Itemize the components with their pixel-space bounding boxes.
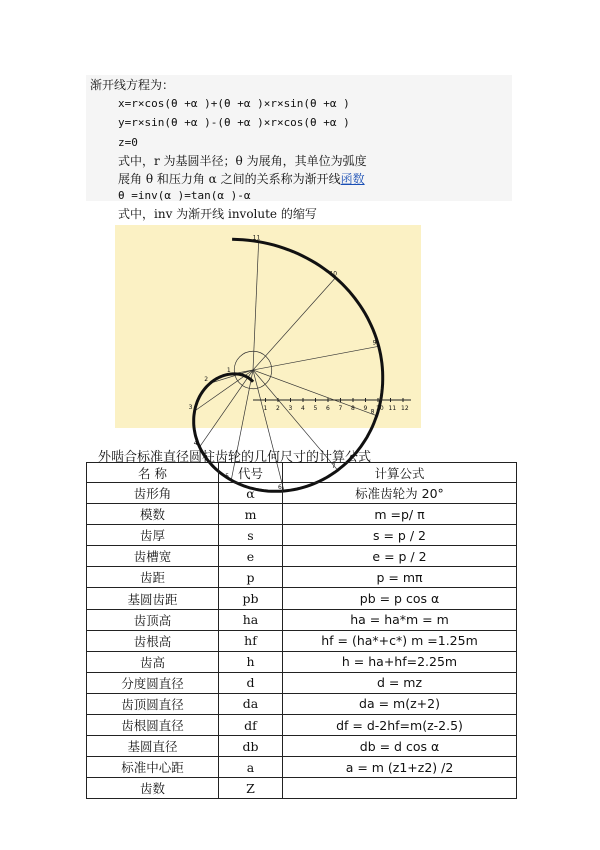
cell-formula: db = d cos α (283, 736, 517, 757)
cell-symbol: df (219, 715, 283, 736)
cell-formula: hf = (ha*+c*) m =1.25m (283, 630, 517, 651)
cell-name: 齿高 (87, 651, 219, 672)
table-row (87, 672, 517, 693)
cell-formula: m =p/ π (283, 504, 517, 525)
involute-note: 式中，inv 为渐开线 involute 的缩写 (118, 207, 317, 221)
cell-name: 齿距 (87, 567, 219, 588)
cell-formula: e = p / 2 (283, 546, 517, 567)
spiral-point-label: 2 (204, 376, 209, 384)
cell-symbol: db (219, 736, 283, 757)
table-row (87, 567, 517, 588)
table-row (87, 609, 517, 630)
baseline-label: 2 (276, 405, 280, 412)
construction-ray (253, 278, 335, 370)
baseline-label: 7 (338, 405, 343, 412)
baseline-label: 8 (351, 405, 355, 412)
cell-name: 齿根圆直径 (87, 715, 219, 736)
baseline-label: 12 (401, 405, 409, 412)
spiral-point-label: 9 (372, 339, 377, 347)
baseline-label: 9 (363, 405, 368, 412)
spiral-point-label: 4 (193, 439, 198, 447)
spiral-point-label: 8 (370, 408, 375, 416)
cell-name: 齿形角 (87, 483, 219, 504)
gear-formula-table (86, 462, 517, 799)
cell-name: 齿顶圆直径 (87, 693, 219, 714)
cell-formula: d = mz (283, 672, 517, 693)
spiral-point-label: 10 (329, 270, 338, 278)
spiral-point-label: 5 (225, 473, 230, 481)
cell-name: 分度圆直径 (87, 672, 219, 693)
spiral-point-label: 1 (226, 366, 231, 374)
table-row (87, 736, 517, 757)
cell-name: 齿厚 (87, 525, 219, 546)
cell-formula: 标准齿轮为 20° (283, 483, 517, 504)
baseline-label: 1 (263, 405, 268, 412)
table-row (87, 504, 517, 525)
equation-title: 渐开线方程为： (90, 78, 175, 92)
cell-formula (283, 778, 517, 799)
cell-name: 标准中心距 (87, 757, 219, 778)
cell-symbol: da (219, 693, 283, 714)
table-row (87, 651, 517, 672)
cell-formula: ha = ha*m = m (283, 609, 517, 630)
baseline-label: 3 (288, 405, 293, 412)
cell-symbol: a (219, 757, 283, 778)
equation-z: z=0 (118, 136, 138, 149)
cell-symbol: h (219, 651, 283, 672)
cell-symbol: α (219, 483, 283, 504)
spiral-point-label: 7 (331, 463, 336, 471)
baseline-label: 11 (388, 405, 397, 412)
cell-formula: s = p / 2 (283, 525, 517, 546)
cell-symbol: Z (219, 778, 283, 799)
spiral-point-label: 11 (252, 234, 261, 242)
baseline-label: 10 (376, 405, 384, 412)
cell-formula: pb = p cos α (283, 588, 517, 609)
equation-y: y=r×sin(θ +α )-(θ +α )×r×cos(θ +α ) (118, 116, 350, 129)
cell-symbol: m (219, 504, 283, 525)
cell-name: 齿槽宽 (87, 546, 219, 567)
cell-symbol: s (219, 525, 283, 546)
equation-x: x=r×cos(θ +α )+(θ +α )×r×sin(θ +α ) (118, 97, 350, 110)
cell-formula: a = m (z1+z2) /2 (283, 757, 517, 778)
table-row (87, 525, 517, 546)
table-row (87, 757, 517, 778)
cell-name: 基圆齿距 (87, 588, 219, 609)
cell-formula: h = ha+hf=2.25m (283, 651, 517, 672)
cell-symbol: pb (219, 588, 283, 609)
baseline-label: 6 (326, 405, 330, 412)
table-row (87, 483, 517, 504)
header-symbol: 代号 (219, 463, 283, 483)
cell-name: 齿数 (87, 778, 219, 799)
header-name: 名 称 (87, 463, 219, 483)
cell-formula: p = mπ (283, 567, 517, 588)
spiral-point-label: 3 (188, 403, 193, 411)
table-row (87, 630, 517, 651)
cell-name: 齿顶高 (87, 609, 219, 630)
table-row (87, 693, 517, 714)
cell-name: 基圆直径 (87, 736, 219, 757)
table-header-row (87, 463, 517, 483)
construction-ray (253, 242, 259, 370)
cell-formula: df = d-2hf=m(z-2.5) (283, 715, 517, 736)
construction-ray (253, 346, 379, 370)
cell-symbol: p (219, 567, 283, 588)
cell-symbol: hf (219, 630, 283, 651)
cell-formula: da = m(z+2) (283, 693, 517, 714)
equation-description-2-text: 展角 θ 和压力角 α 之间的关系称为渐开线 (118, 172, 341, 186)
cell-name: 齿根高 (87, 630, 219, 651)
baseline-label: 4 (301, 405, 305, 412)
cell-name: 模数 (87, 504, 219, 525)
equation-description-1: 式中，r 为基圆半径；θ 为展角，其单位为弧度 (118, 154, 367, 168)
cell-symbol: e (219, 546, 283, 567)
involute-function: θ =inv(α )=tan(α )-α (118, 189, 251, 202)
table-row (87, 546, 517, 567)
table-title: 外啮合标准直径圆柱齿轮的几何尺寸的计算公式 (98, 450, 372, 465)
cell-symbol: ha (219, 609, 283, 630)
cell-symbol: d (219, 672, 283, 693)
table-row (87, 588, 517, 609)
spiral-point-label: 6 (277, 483, 282, 491)
baseline-label: 5 (313, 405, 318, 412)
table-row (87, 715, 517, 736)
header-formula: 计算公式 (283, 463, 517, 483)
function-link[interactable]: 函数 (340, 172, 365, 186)
table-row (87, 778, 517, 799)
equation-description-2 (118, 172, 365, 186)
